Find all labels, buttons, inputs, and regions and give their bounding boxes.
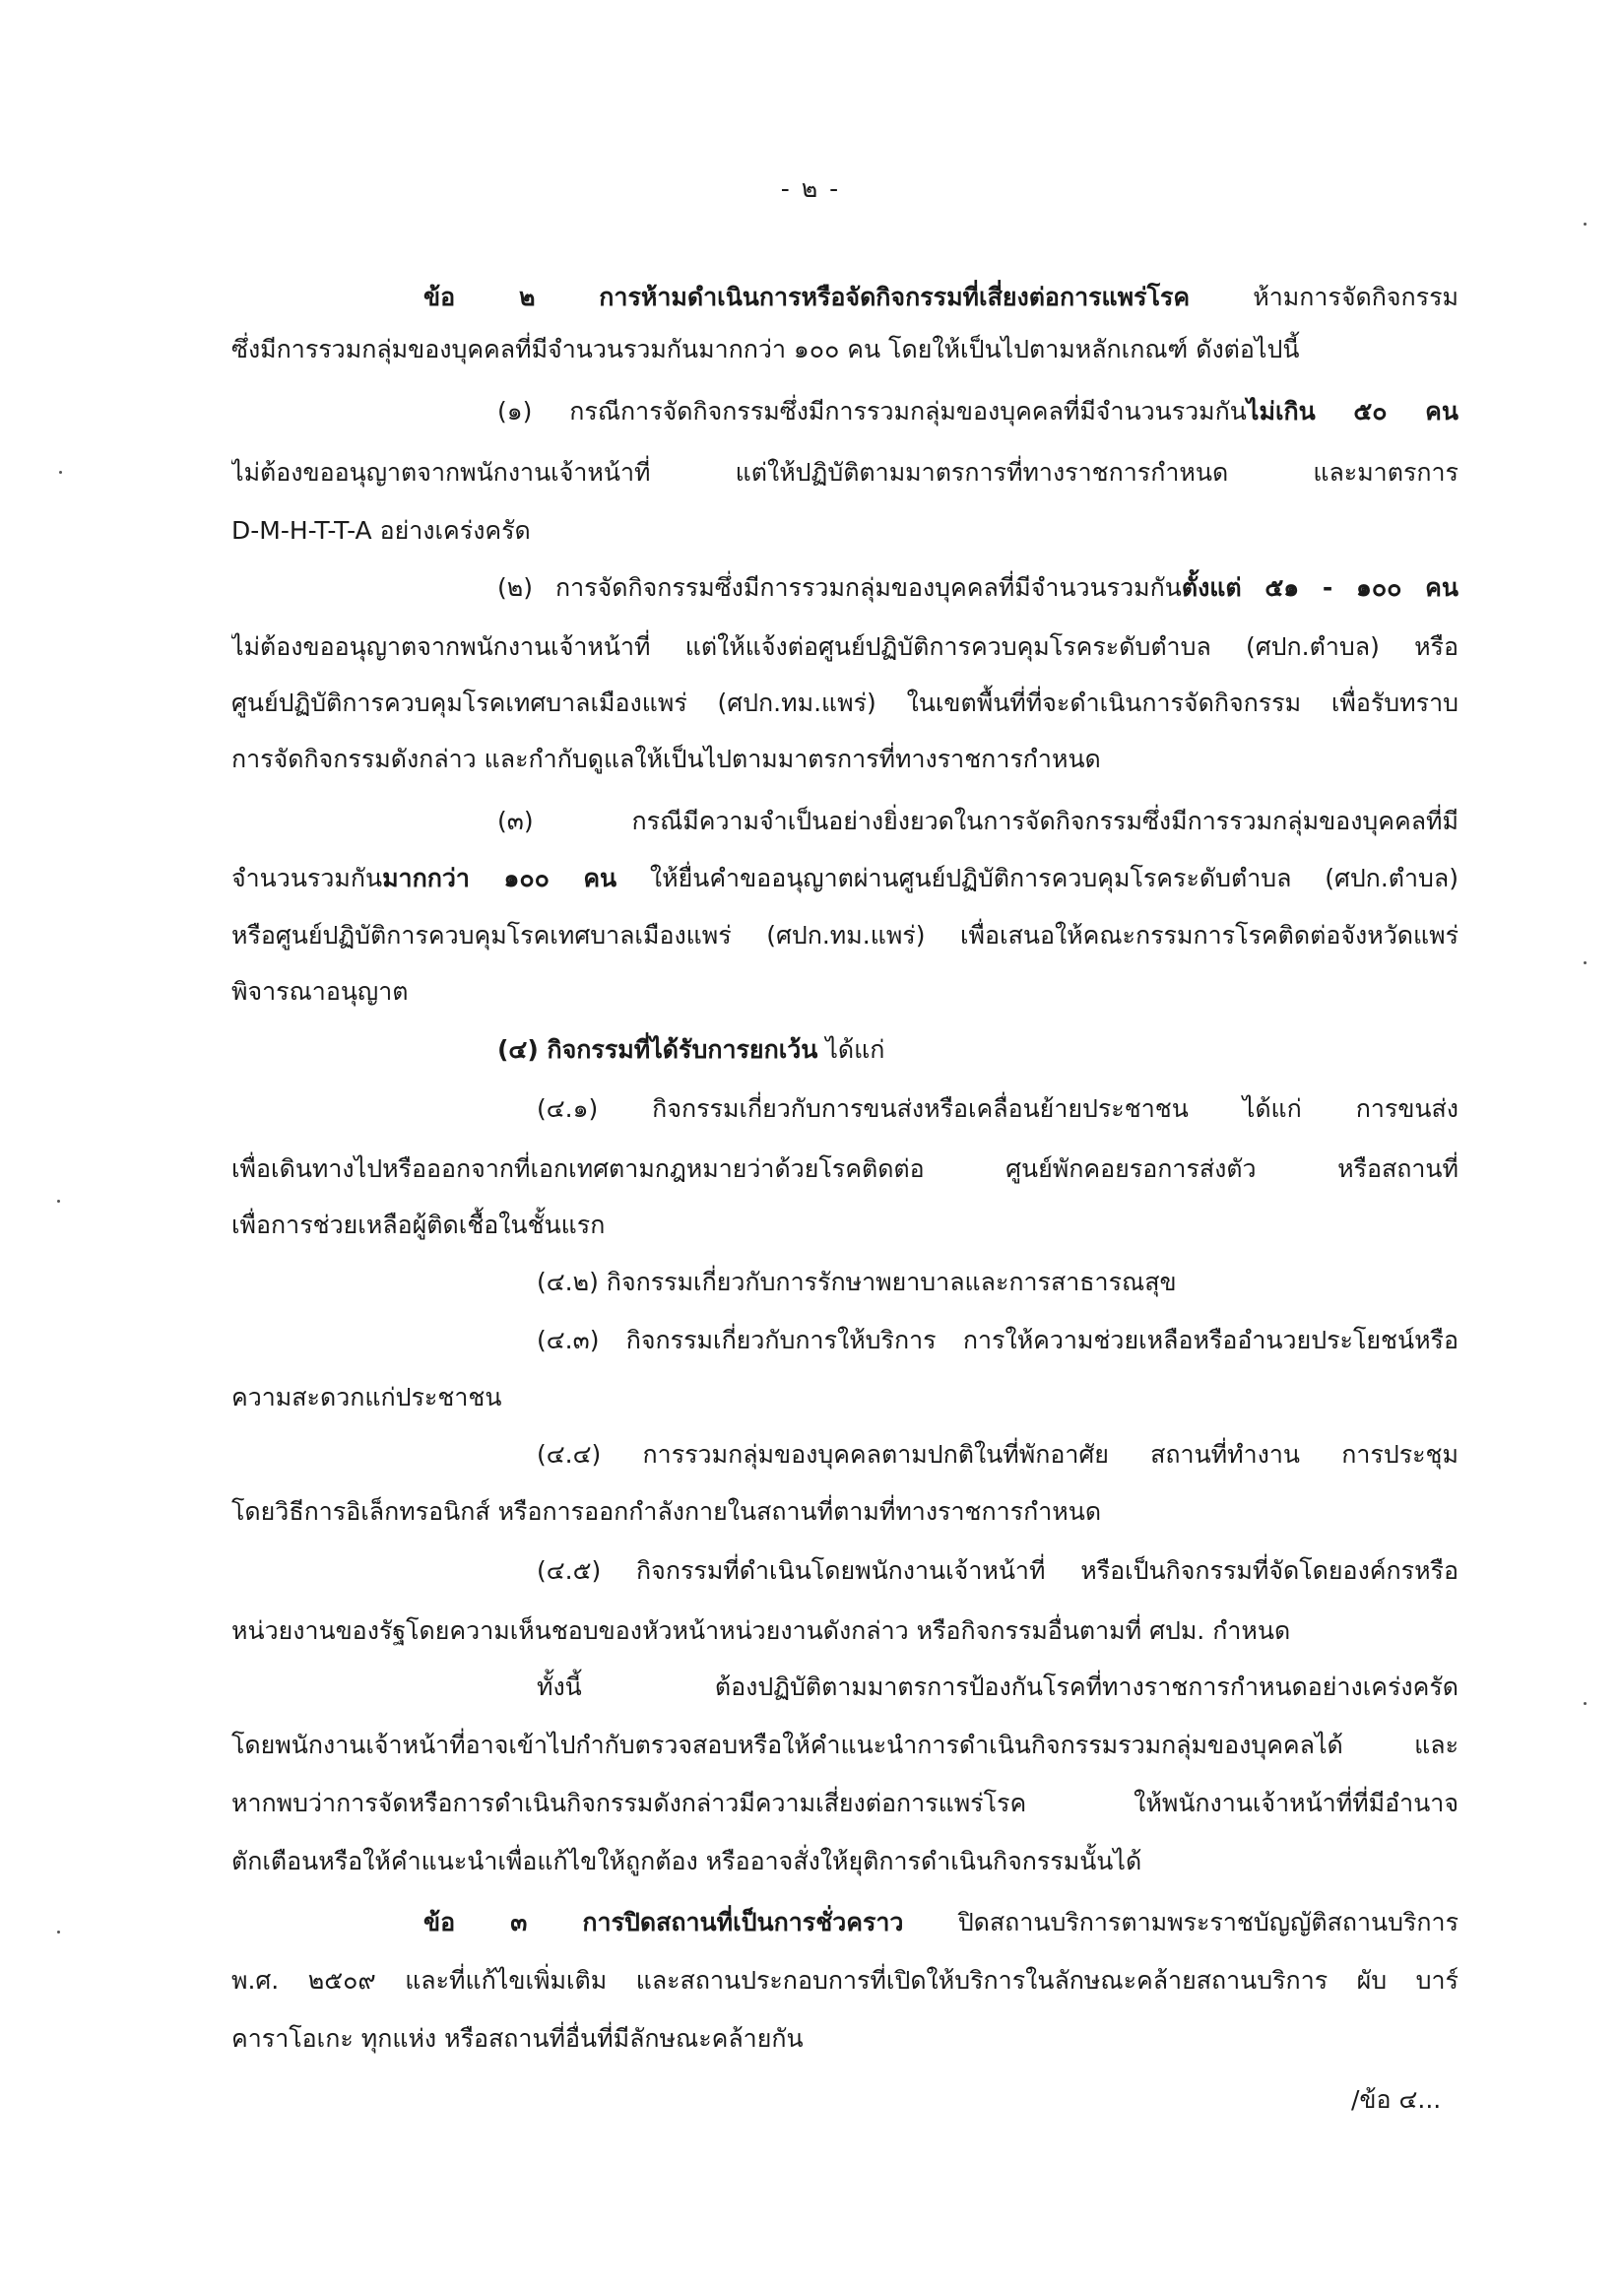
item41-line1: (๔.๑) กิจกรรมเกี่ยวกับการขนส่งหรือเคลื่อนย้ายประชาชน ได้แก่ การขนส่ง	[537, 1094, 1459, 1123]
clause3-line2: พ.ศ. ๒๕๐๙ และที่แก้ไขเพิ่มเติม และสถานประกอบการที่เปิดให้บริการในลักษณะคล้ายสถานบริการ ผับ บาร์	[231, 1966, 1459, 1995]
item43-line2: ความสะดวกแก่ประชาชน	[231, 1383, 502, 1411]
clause2-heading: ข้อ ๒ การห้ามดำเนินการหรือจัดกิจกรรมที่เสี่ยงต่อการแพร่โรค	[423, 283, 1191, 311]
item2-line3: ศูนย์ปฏิบัติการควบคุมโรคเทศบาลเมืองแพร่ (ศปก.ทม.แพร่) ในเขตพื้นที่ที่จะดำเนินการจัดกิจกรรม เพื่อรับทราบ	[231, 689, 1459, 717]
scan-speck	[57, 1200, 60, 1203]
item1-line2: ไม่ต้องขออนุญาตจากพนักงานเจ้าหน้าที่ แต่ให้ปฏิบัติตามมาตรการที่ทางราชการกำหนด และมาตรการ	[231, 458, 1459, 487]
note-line2: โดยพนักงานเจ้าหน้าที่อาจเข้าไปกำกับตรวจสอบหรือให้คำแนะนำการดำเนินกิจกรรมรวมกลุ่มของบุคคลได้ และ	[231, 1731, 1459, 1759]
item4-line1: (๔) กิจกรรมที่ได้รับการยกเว้น ได้แก่	[497, 1035, 885, 1064]
item3-line3: หรือศูนย์ปฏิบัติการควบคุมโรคเทศบาลเมืองแพร่ (ศปก.ทม.แพร่) เพื่อเสนอให้คณะกรรมการโรคติดต่อจังหวัดแพร่	[231, 921, 1459, 950]
item3-line1: (๓) กรณีมีความจำเป็นอย่างยิ่งยวดในการจัดกิจกรรมซึ่งมีการรวมกลุ่มของบุคคลที่มี	[497, 807, 1459, 835]
item44-line1: (๔.๔) การรวมกลุ่มของบุคคลตามปกติในที่พักอาศัย สถานที่ทำงาน การประชุม	[537, 1440, 1459, 1469]
scan-speck	[59, 471, 62, 474]
item2-line4: การจัดกิจกรรมดังกล่าว และกำกับดูแลให้เป็นไปตามมาตรการที่ทางราชการกำหนด	[231, 745, 1101, 773]
item41-line3: เพื่อการช่วยเหลือผู้ติดเชื้อในชั้นแรก	[231, 1211, 606, 1239]
item43-line1: (๔.๓) กิจกรรมเกี่ยวกับการให้บริการ การให้ความช่วยเหลือหรืออำนวยประโยชน์หรือ	[537, 1326, 1459, 1354]
note-line3: หากพบว่าการจัดหรือการดำเนินกิจกรรมดังกล่าวมีความเสี่ยงต่อการแพร่โรค ให้พนักงานเจ้าหน้าที่ที่มีอำนาจ	[231, 1789, 1459, 1817]
item2-line2: ไม่ต้องขออนุญาตจากพนักงานเจ้าหน้าที่ แต่ให้แจ้งต่อศูนย์ปฏิบัติการควบคุมโรคระดับตำบล (ศปก.ตำบล) หรือ	[231, 632, 1459, 661]
clause2-line2: ซึ่งมีการรวมกลุ่มของบุคคลที่มีจำนวนรวมกันมากกว่า ๑๐๐ คน โดยให้เป็นไปตามหลักเกณฑ์ ดังต่อไปนี้	[231, 335, 1300, 363]
item1-line3: D-M-H-T-T-A อย่างเคร่งครัด	[231, 516, 531, 545]
clause3-heading: ข้อ ๓ การปิดสถานที่เป็นการชั่วคราว	[423, 1908, 904, 1936]
item2-line1: (๒) การจัดกิจกรรมซึ่งมีการรวมกลุ่มของบุคคลที่มีจำนวนรวมกันตั้งแต่ ๕๑ - ๑๐๐ คน	[497, 573, 1459, 602]
item45-line2: หน่วยงานของรัฐโดยความเห็นชอบของหัวหน้าหน่วยงานดังกล่าว หรือกิจกรรมอื่นตามที่ ศปม. กำหนด	[231, 1616, 1291, 1645]
item3-line4: พิจารณาอนุญาต	[231, 977, 409, 1006]
item42-line1: (๔.๒) กิจกรรมเกี่ยวกับการรักษาพยาบาลและการสาธารณสุข	[537, 1268, 1177, 1296]
scan-speck	[1584, 961, 1587, 964]
item41-line2: เพื่อเดินทางไปหรือออกจากที่เอกเทศตามกฎหมายว่าด้วยโรคติดต่อ ศูนย์พักคอยรอการส่งตัว หรือสถานที่	[231, 1154, 1459, 1183]
item3-line2: จำนวนรวมกันมากกว่า ๑๐๐ คน ให้ยื่นคำขออนุญาตผ่านศูนย์ปฏิบัติการควบคุมโรคระดับตำบล (ศปก.ตำบล)	[231, 864, 1459, 892]
continuation-marker: /ข้อ ๔...	[1351, 2085, 1442, 2114]
item45-line1: (๔.๕) กิจกรรมที่ดำเนินโดยพนักงานเจ้าหน้าที่ หรือเป็นกิจกรรมที่จัดโดยองค์กรหรือ	[537, 1556, 1459, 1585]
scan-speck	[1584, 1702, 1587, 1705]
clause3-line3: คาราโอเกะ ทุกแห่ง หรือสถานที่อื่นที่มีลักษณะคล้ายกัน	[231, 2024, 804, 2053]
item44-line2: โดยวิธีการอิเล็กทรอนิกส์ หรือการออกกำลังกายในสถานที่ตามที่ทางราชการกำหนด	[231, 1497, 1102, 1526]
scan-speck	[57, 1931, 60, 1934]
item1-line1: (๑) กรณีการจัดกิจกรรมซึ่งมีการรวมกลุ่มของบุคคลที่มีจำนวนรวมกันไม่เกิน ๕๐ คน	[497, 397, 1459, 426]
page-number: - ๒ -	[780, 174, 841, 203]
note-line4: ตักเตือนหรือให้คำแนะนำเพื่อแก้ไขให้ถูกต้อง หรืออาจสั่งให้ยุติการดำเนินกิจกรรมนั้นได้	[231, 1847, 1142, 1875]
clause2-line1: ข้อ ๒ การห้ามดำเนินการหรือจัดกิจกรรมที่เสี่ยงต่อการแพร่โรค ห้ามการจัดกิจกรรม	[423, 283, 1459, 311]
scan-speck	[1584, 223, 1587, 226]
clause3-line1: ข้อ ๓ การปิดสถานที่เป็นการชั่วคราว ปิดสถานบริการตามพระราชบัญญัติสถานบริการ	[423, 1908, 1459, 1936]
note-line1: ทั้งนี้ ต้องปฏิบัติตามมาตรการป้องกันโรคที่ทางราชการกำหนดอย่างเคร่งครัด	[537, 1673, 1459, 1701]
